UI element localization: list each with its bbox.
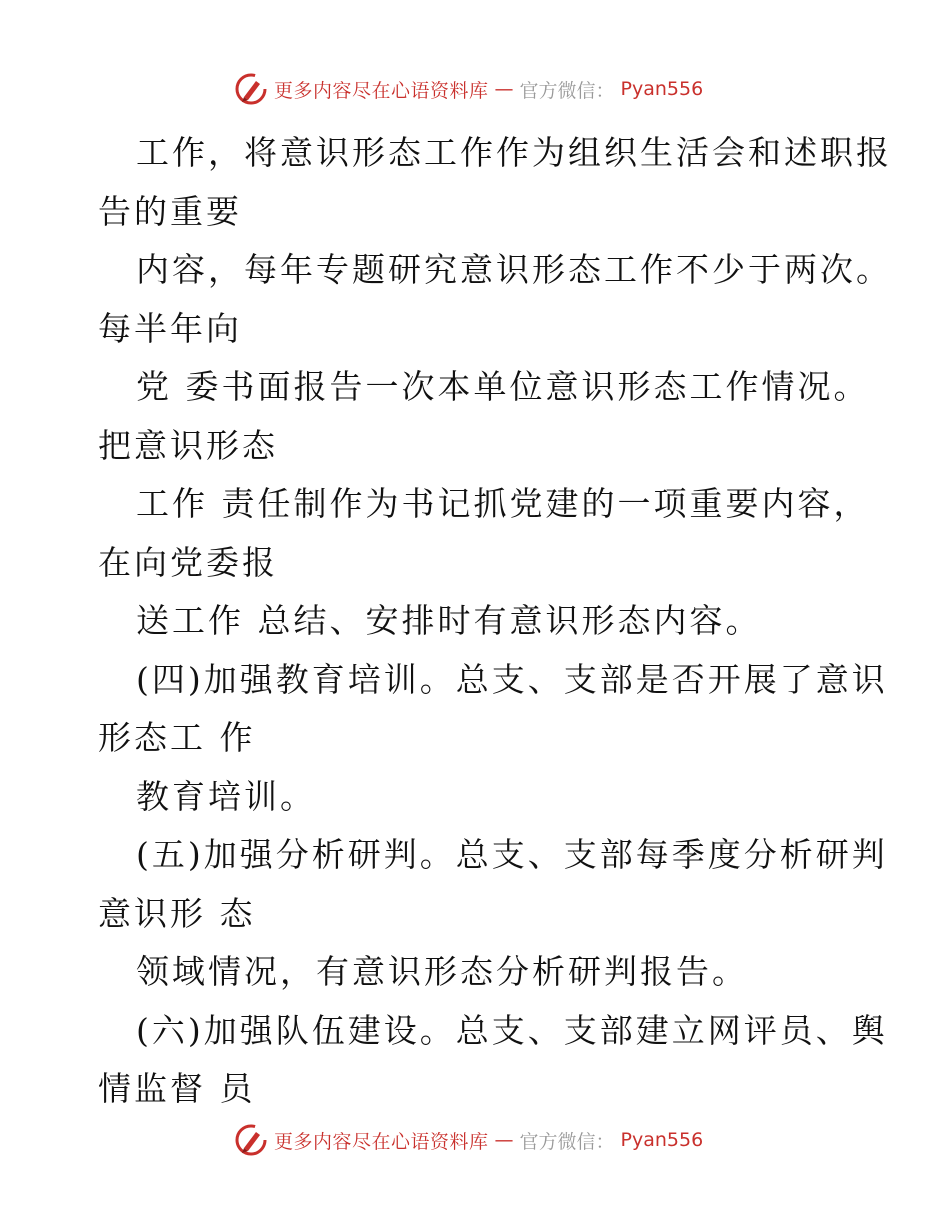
watermark-footer (234, 1123, 703, 1157)
text-line: 党 委书面报告一次本单位意识形态工作情况。 (136, 367, 870, 406)
text-line: 领域情况，有意识形态分析研判报告。 (136, 952, 748, 991)
text-line: 形态工 作 (98, 718, 256, 757)
text-line: 工作 责任制作为书记抓党建的一项重要内容， (136, 484, 870, 523)
text-line: (六)加强队伍建设。总支、支部建立网评员、舆 (136, 1010, 888, 1050)
text-line: 工作，将意识形态工作作为组织生活会和述职报 (136, 133, 892, 172)
document-body (98, 124, 892, 1119)
text-line: 在向党委报 (98, 542, 278, 582)
watermark-text: 更多内容尽在心语资料库 (274, 1130, 489, 1153)
text-line: 告的重要 (98, 191, 242, 231)
text-line: 每半年向 (98, 308, 242, 348)
text-line: (四)加强教育培训。总支、支部是否开展了意识 (136, 659, 888, 699)
text-line: (五)加强分析研判。总支、支部每季度分析研判 (136, 835, 888, 874)
text-line: 把意识形态 (98, 425, 278, 465)
text-line: 内容，每年专题研究意识形态工作不少于两次。 (136, 250, 892, 289)
watermark-label: 官方微信： (519, 1130, 615, 1153)
watermark-id: Pyan556 (620, 78, 704, 100)
text-line: 教育培训。 (136, 776, 316, 816)
watermark-id: Pyan556 (620, 1129, 704, 1151)
watermark-text: 更多内容尽在心语资料库 (274, 79, 489, 102)
text-line: 意识形 态 (98, 893, 256, 933)
pen-circle-logo-icon (234, 1123, 268, 1157)
watermark-label: 官方微信： (519, 79, 615, 102)
watermark-separator: — (494, 1129, 514, 1151)
text-line: 情监督 员 (98, 1069, 256, 1108)
watermark-separator: — (494, 78, 514, 100)
pen-circle-logo-icon (234, 72, 268, 106)
text-line: 送工作 总结、安排时有意识形态内容。 (136, 601, 762, 640)
watermark-header (234, 72, 703, 106)
